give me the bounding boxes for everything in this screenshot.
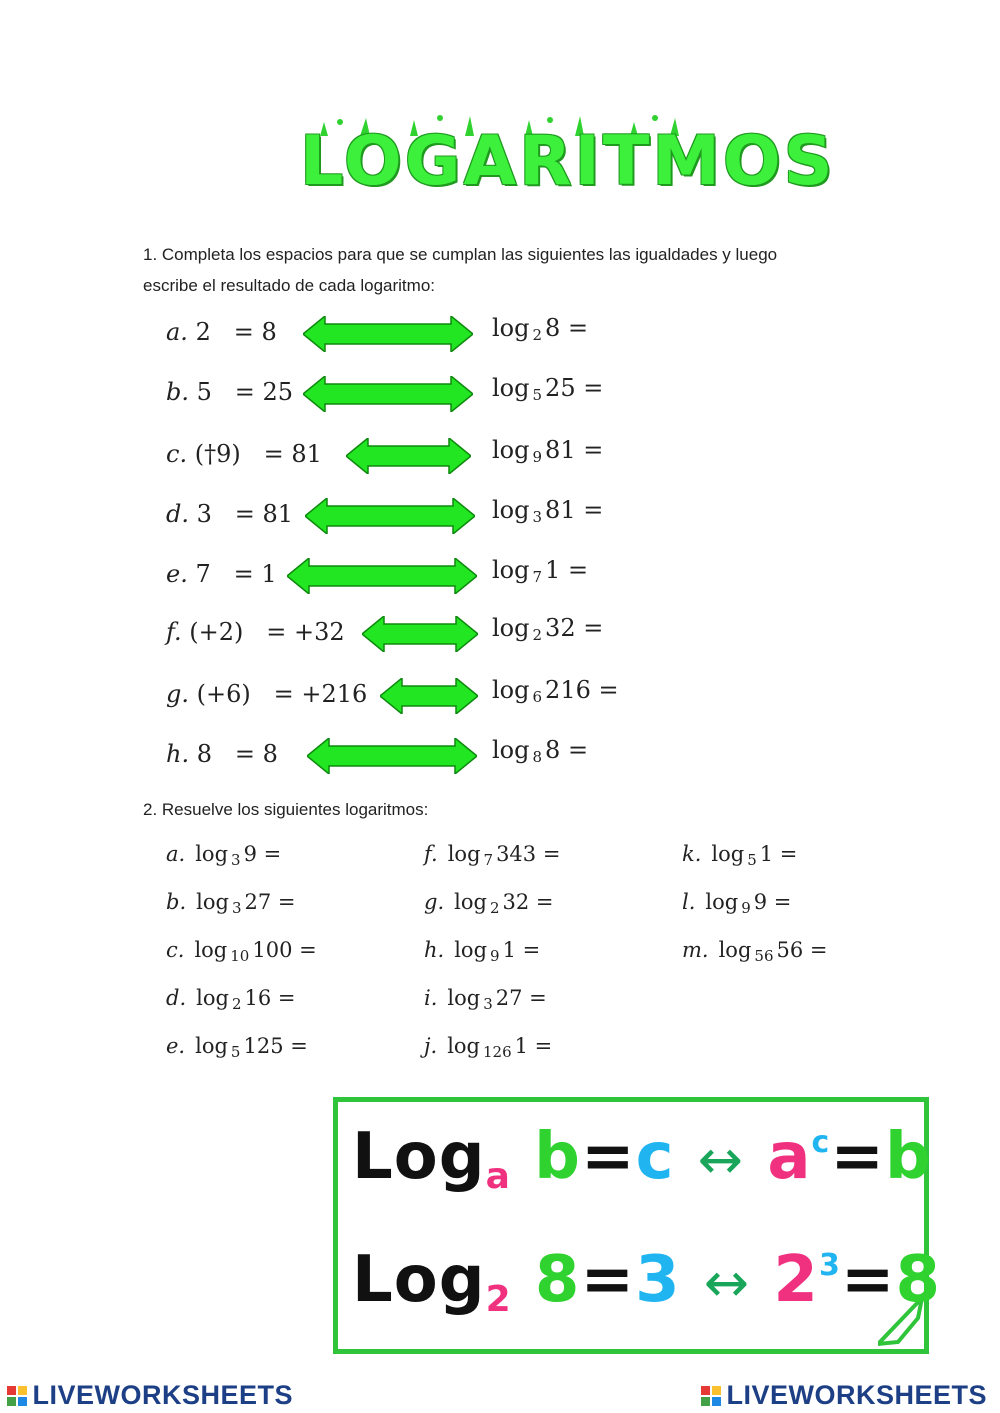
exercise-1-logarithm [492, 496, 603, 524]
log-base: 5 [532, 386, 543, 404]
log-base: 10 [230, 947, 250, 965]
log-argument: 216 = [545, 676, 619, 704]
exercise-2-item [424, 938, 541, 965]
formula-base: 2 [485, 1279, 512, 1320]
item-letter: b. [166, 890, 187, 914]
log-base: 2 [532, 626, 543, 644]
liveworksheets-logo-icon [700, 1385, 722, 1407]
double-arrow-icon [346, 438, 471, 474]
log-keyword: log [196, 986, 229, 1010]
log-base: 2 [532, 326, 543, 344]
item-letter: f. [424, 842, 438, 866]
item-letter: b. [166, 378, 189, 406]
exercise-2-item [682, 890, 792, 917]
log-keyword: log [195, 1034, 228, 1058]
log-base: 7 [532, 568, 543, 586]
formula-line-general [352, 1120, 932, 1201]
item-letter: a. [166, 842, 186, 866]
log-keyword: log [492, 374, 530, 402]
exercise-2-item [166, 1034, 308, 1061]
log-base: 9 [532, 448, 543, 466]
log-keyword: log [492, 676, 530, 704]
instruction-1-line2: escribe el resultado de cada logaritmo: [143, 276, 435, 295]
formula-pow-res: b [884, 1120, 932, 1194]
item-letter: h. [166, 740, 190, 768]
log-keyword: log [492, 736, 530, 764]
log-argument: 8 = [545, 736, 589, 764]
exercise-2-item [166, 890, 296, 917]
exercise-1-logarithm [492, 556, 588, 584]
log-argument: 343 = [496, 842, 561, 866]
log-base: 9 [741, 899, 751, 917]
log-argument: 32 = [545, 614, 604, 642]
item-letter: f. [166, 618, 182, 646]
log-argument: 27 = [244, 890, 296, 914]
log-keyword: log [454, 938, 488, 962]
log-keyword: log [492, 496, 530, 524]
log-argument: 1 = [502, 938, 541, 962]
log-argument: 25 = [545, 374, 604, 402]
power-equation: (+6) = +216 [196, 680, 368, 708]
formula-pow-exp: c [811, 1125, 831, 1160]
power-equation: 3 = 81 [196, 500, 294, 528]
exercise-1-expression [166, 378, 293, 406]
liveworksheets-logo-icon [6, 1385, 28, 1407]
exercise-1-expression [166, 318, 277, 346]
log-keyword: log [195, 842, 229, 866]
log-keyword: log [196, 890, 229, 914]
log-argument: 32 = [502, 890, 554, 914]
formula-log: Log [352, 1120, 486, 1194]
formula-pow-base: a [767, 1120, 812, 1194]
log-keyword: log [718, 938, 752, 962]
exercise-1-expression [166, 560, 277, 588]
exercise-2-item [682, 842, 798, 869]
log-base: 3 [532, 508, 543, 526]
log-argument: 9 = [753, 890, 792, 914]
power-equation: 8 = 8 [196, 740, 278, 768]
log-keyword: log [492, 614, 530, 642]
formula-log: Log [352, 1243, 486, 1317]
double-arrow-icon: ↔ [697, 1128, 745, 1191]
log-base: 56 [754, 947, 774, 965]
formula-res: 3 [635, 1243, 681, 1317]
power-equation: (†9) = 81 [194, 440, 322, 468]
exercise-2-item [424, 842, 561, 869]
log-keyword: log [447, 842, 481, 866]
exercise-1-expression [166, 740, 278, 768]
exercise-1-logarithm [492, 436, 603, 464]
formula-eq2: = [840, 1243, 896, 1317]
double-arrow-icon [303, 376, 473, 412]
exercise-1-logarithm [492, 736, 588, 764]
log-argument: 16 = [244, 986, 296, 1010]
log-argument: 9 = [243, 842, 282, 866]
power-equation: 7 = 1 [195, 560, 277, 588]
log-argument: 1 = [759, 842, 798, 866]
item-letter: c. [166, 440, 188, 468]
log-argument: 27 = [495, 986, 547, 1010]
log-base: 9 [490, 947, 500, 965]
log-argument: 125 = [243, 1034, 308, 1058]
item-letter: e. [166, 1034, 186, 1058]
log-keyword: log [447, 1034, 480, 1058]
exercise-2-item [166, 938, 317, 965]
item-letter: a. [166, 318, 188, 346]
double-arrow-icon [287, 558, 477, 594]
log-argument: 8 = [545, 314, 589, 342]
double-arrow-icon [362, 616, 478, 652]
formula-eq2: = [830, 1120, 885, 1194]
log-keyword: log [447, 986, 481, 1010]
log-base: 6 [532, 688, 543, 706]
exercise-2-item [424, 1034, 553, 1061]
formula-pow-res: 8 [895, 1243, 941, 1317]
log-base: 2 [489, 899, 500, 917]
exercise-1-expression [166, 440, 322, 468]
item-letter: d. [166, 986, 187, 1010]
instruction-1-line1: 1. Completa los espacios para que se cumplan las siguientes las igualdades y luego [143, 245, 778, 264]
log-keyword: log [492, 314, 530, 342]
liveworksheets-brand: LIVEWORKSHEETS [726, 1380, 987, 1410]
log-argument: 81 = [545, 496, 604, 524]
item-letter: l. [682, 890, 696, 914]
page-title: LOGARITMOS [300, 122, 836, 201]
item-letter: m. [682, 938, 709, 962]
log-keyword: log [194, 938, 228, 962]
power-equation: 5 = 25 [196, 378, 294, 406]
double-arrow-icon: ↔ [703, 1251, 751, 1314]
item-letter: i. [424, 986, 438, 1010]
log-argument: 1 = [514, 1034, 553, 1058]
log-base: 3 [231, 851, 241, 869]
power-equation: 2 = 8 [195, 318, 277, 346]
double-arrow-icon [307, 738, 477, 774]
item-letter: g. [424, 890, 445, 914]
exercise-2-item [682, 938, 828, 965]
formula-arg: 8 [534, 1243, 581, 1317]
double-arrow-icon [380, 678, 478, 714]
log-keyword: log [454, 890, 487, 914]
exercise-1-expression [166, 500, 293, 528]
formula-arg: b [534, 1120, 581, 1194]
log-keyword: log [711, 842, 745, 866]
exercise-2-item [166, 842, 282, 869]
formula-line-example [352, 1243, 941, 1324]
log-keyword: log [492, 436, 530, 464]
formula-pow-exp: 3 [818, 1248, 841, 1283]
exercise-2-item [424, 890, 554, 917]
formula-eq: = [580, 1243, 636, 1317]
item-letter: k. [682, 842, 702, 866]
double-arrow-icon [303, 316, 473, 352]
item-letter: j. [424, 1034, 438, 1058]
exercise-1-expression [166, 680, 367, 708]
log-base: 3 [231, 899, 242, 917]
exercise-2-item [424, 986, 547, 1013]
power-equation: (+2) = +32 [189, 618, 345, 646]
item-letter: h. [424, 938, 445, 962]
log-argument: 81 = [545, 436, 604, 464]
formula-base: a [485, 1156, 511, 1197]
log-base: 8 [532, 748, 543, 766]
exercise-1-logarithm [492, 314, 588, 342]
footer-logo-left[interactable] [6, 1380, 293, 1411]
item-letter: d. [166, 500, 189, 528]
formula-pow-base: 2 [773, 1243, 819, 1317]
item-letter: g. [166, 680, 189, 708]
log-base: 2 [231, 995, 242, 1013]
item-letter: e. [166, 560, 188, 588]
footer-logo-right[interactable] [700, 1380, 987, 1411]
log-keyword: log [705, 890, 739, 914]
instruction-2: 2. Resuelve los siguientes logaritmos: [143, 800, 429, 819]
log-base: 5 [747, 851, 757, 869]
log-argument: 1 = [545, 556, 589, 584]
log-base: 5 [230, 1043, 241, 1061]
formula-eq: = [580, 1120, 636, 1194]
log-argument: 56 = [776, 938, 828, 962]
double-arrow-icon [305, 498, 475, 534]
log-keyword: log [492, 556, 530, 584]
log-base: 126 [483, 1043, 512, 1061]
log-argument: 100 = [252, 938, 317, 962]
exercise-1-logarithm [492, 676, 619, 704]
exercise-2-item [166, 986, 296, 1013]
liveworksheets-brand: LIVEWORKSHEETS [32, 1380, 293, 1410]
item-letter: c. [166, 938, 185, 962]
formula-res: c [635, 1120, 675, 1194]
log-base: 7 [483, 851, 494, 869]
exercise-1-logarithm [492, 614, 603, 642]
log-base: 3 [483, 995, 493, 1013]
exercise-1-logarithm [492, 374, 603, 402]
exercise-1-expression [166, 618, 345, 646]
